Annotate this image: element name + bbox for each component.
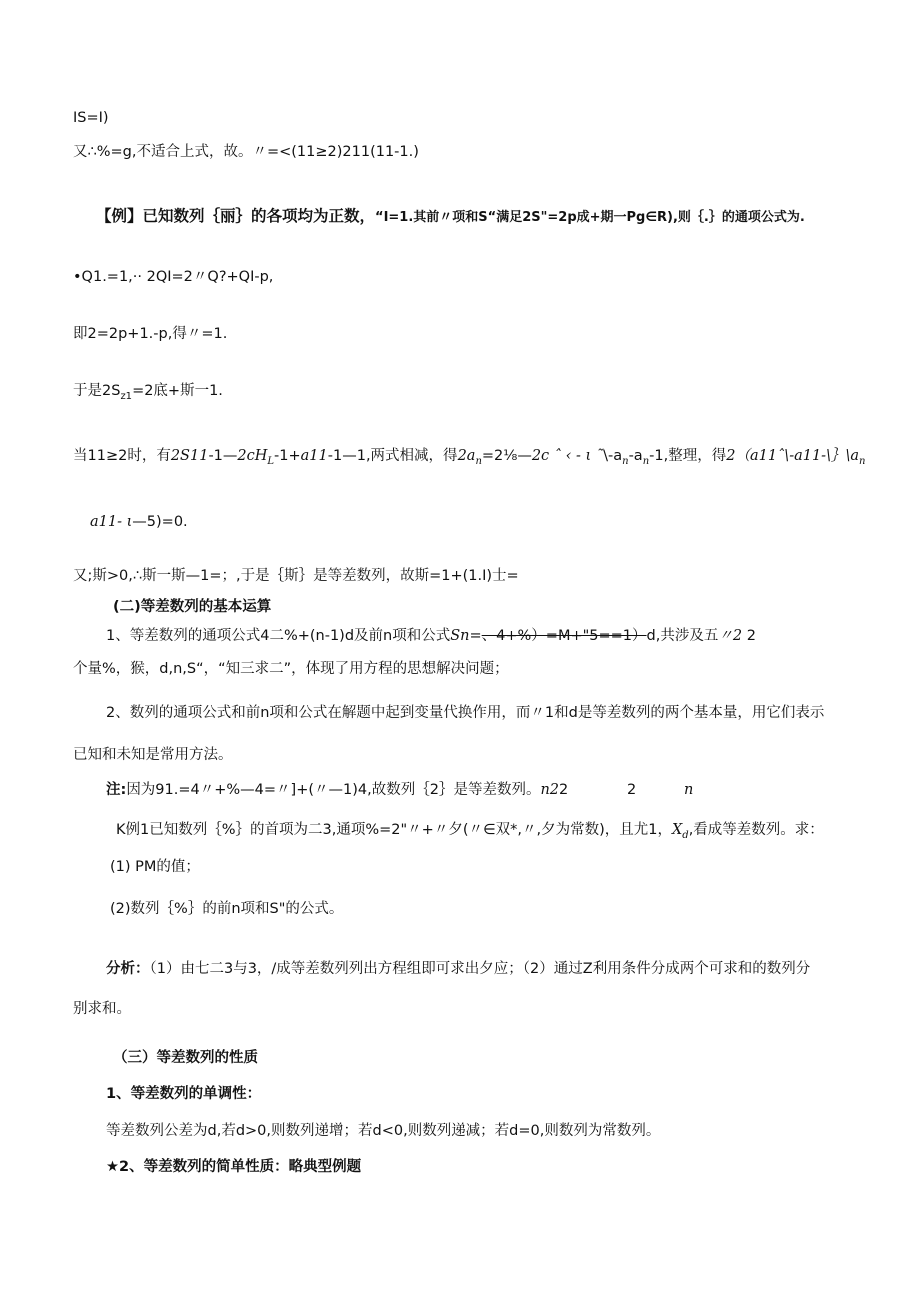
subscript: L (267, 455, 275, 467)
formula: 2（a11ˆ\-a11-\｝\a (726, 448, 859, 464)
subscript: z1 (120, 390, 133, 402)
formula: a11- ι (90, 514, 133, 530)
para-2-cont: 已知和未知是常用方法。 (73, 747, 233, 763)
text: 2 (559, 782, 569, 798)
formula: 〃2 (718, 628, 743, 644)
formula: 2a (457, 448, 476, 464)
subheading-simple-props: ★2、等差数列的简单性质：略典型例题 (106, 1159, 362, 1175)
line-is: IS=I) (73, 110, 109, 126)
formula-struck: 、4+%）=M+"5==1） (481, 628, 647, 644)
section-heading-3: （三）等差数列的性质 (113, 1050, 258, 1066)
question-1: (1) PM的值； (110, 859, 200, 875)
note (106, 780, 568, 800)
example-body: 已知数列｛丽｝的各项均为正数， (142, 207, 376, 225)
line-conclusion: 又;斯>0,∴斯一斯—1=；,于是｛斯｝是等差数列，故斯=1+(1.I)士= (73, 568, 519, 584)
example-condition: “I=1.其前〃项和S“满足2S"=2p成+期一Pg∈R),则｛.｝的通项公式为. (375, 210, 805, 225)
text: \-a (603, 448, 623, 464)
text: =2⅛— (481, 448, 532, 464)
para-2: 2、数列的通项公式和前n项和公式在解题中起到变量代换作用，而〃1和d是等差数列的两个基本量，用它们表示 (106, 705, 825, 721)
line-result-zero (90, 512, 188, 532)
line-p-eq: 即2=2p+1.-p,得〃=1. (73, 326, 228, 342)
text: （1）由七二3与3，/成等差数列列出方程组即可求出夕应；（2）通过Z利用条件分成两个可求和的数列分 (149, 961, 811, 977)
subscript: n (475, 455, 482, 467)
line-not-fit: 又∴%=g,不适合上式，故。〃=<(11≥2)211(11-1.) (73, 144, 419, 160)
formula: 2S11 (170, 448, 209, 464)
example-heading (96, 206, 805, 228)
formula: Sn= (450, 628, 482, 644)
text: 当11≥2时，有 (73, 448, 171, 464)
text: 1、等差数列的通项公式4二%+(n-1)d及前n项和公式 (106, 628, 451, 644)
note-label: 注: (106, 782, 127, 798)
text: —5)=0. (132, 514, 188, 530)
text: ,看成等差数列。求： (688, 822, 824, 838)
text: 因为91.=4〃+%—4=〃]+(〃—1)4,故数列｛2｝是等差数列。 (126, 782, 541, 798)
formula: n2 (540, 782, 560, 798)
note-n: n (684, 782, 694, 798)
line-n-ge-2 (73, 446, 865, 472)
para-1-cont: 个量%，猴，d,n,S“，“知三求二”，体现了用方程的思想解决问题； (73, 661, 509, 677)
section-heading-2: (二)等差数列的基本运算 (113, 599, 272, 615)
text: 2 (742, 628, 756, 644)
text: -1— (208, 448, 238, 464)
text: -a (628, 448, 643, 464)
subscript: n (859, 455, 866, 467)
analysis-cont: 别求和。 (73, 1001, 131, 1017)
text: K例1已知数列｛%｝的首项为二3,通项%=2"〃+〃夕(〃∈双*,〃,夕为常数)，且尤1， (116, 822, 672, 838)
subscript: d (682, 829, 689, 841)
text: =2底+斯一1. (132, 383, 223, 399)
analysis-label: 分析： (106, 961, 150, 977)
line-2s (73, 381, 223, 407)
subscript: n (642, 455, 650, 467)
subheading-monotonic: 1、等差数列的单调性： (106, 1086, 262, 1102)
example-2 (116, 820, 824, 846)
text: -1—1,两式相减，得 (327, 448, 458, 464)
subscript: n (622, 455, 629, 467)
formula: 2cH (237, 448, 268, 464)
analysis (106, 959, 810, 979)
para-monotonic: 等差数列公差为d,若d>0,则数列递增；若d<0,则数列递减；若d=0,则数列为常数列。 (106, 1123, 661, 1139)
text: 于是2S (73, 383, 121, 399)
formula: 2c ˆ ‹ - ι ˜ (531, 448, 604, 464)
text: d,共涉及五 (646, 628, 719, 644)
text: -1,整理，得 (649, 448, 727, 464)
text: -1+ (274, 448, 301, 464)
question-2: (2)数列｛%｝的前n项和S"的公式。 (110, 901, 344, 917)
formula: a11 (300, 448, 328, 464)
note-two: 2 (627, 782, 637, 798)
line-q1: •Q1.=1,·· 2QI=2〃Q?+QI-p, (73, 269, 274, 285)
formula: X (671, 822, 683, 838)
example-label: 【例】 (96, 207, 143, 225)
para-1 (106, 626, 756, 646)
